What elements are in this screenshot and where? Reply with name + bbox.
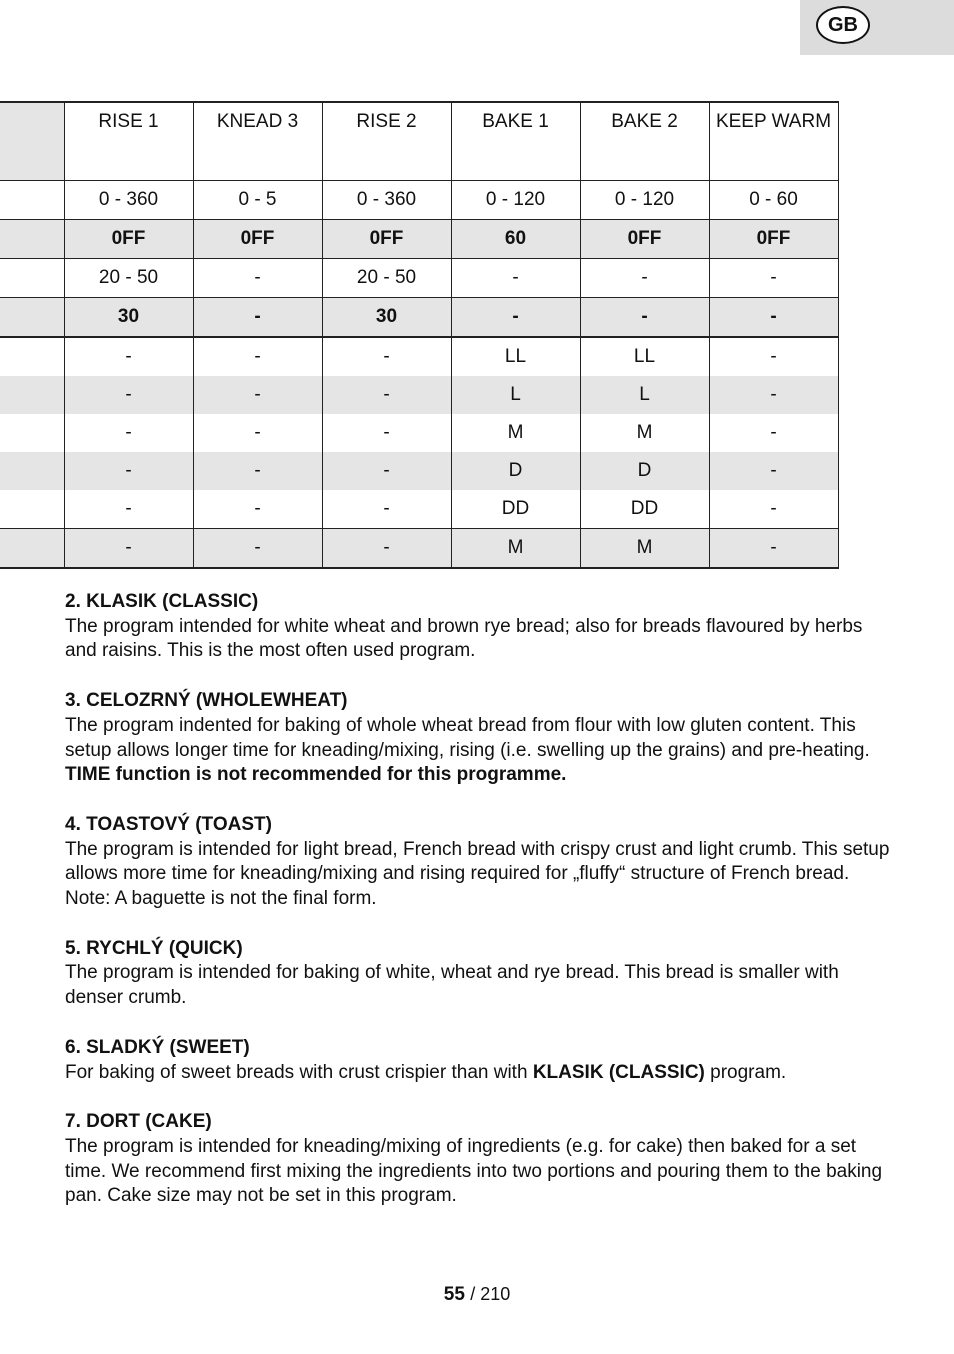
section-body-end: program. xyxy=(704,1061,787,1083)
section-body: For baking of sweet breads with crust crispier than with xyxy=(65,1061,533,1083)
section-text xyxy=(65,1061,895,1086)
table-header-row xyxy=(0,102,838,181)
table-cell: 0 - 120 xyxy=(580,181,709,220)
section-text: The program is intended for kneading/mixing of ingredients (e.g. for cake) then baked for a set time. We recommend first mixing the ingredients into two portions and pouring them to the baking pan. Cake size may not be set in this program. xyxy=(65,1135,883,1207)
section-toast xyxy=(65,813,895,912)
row-label-cell xyxy=(0,490,64,529)
table-cell: M xyxy=(580,529,709,569)
section-title: 7. DORT (CAKE) xyxy=(65,1111,212,1133)
table-row xyxy=(0,181,838,220)
table-cell: - xyxy=(193,452,322,490)
table-cell: 0FF xyxy=(580,220,709,259)
table-cell: - xyxy=(709,490,838,529)
table-cell: 0 - 5 xyxy=(193,181,322,220)
table-cell: - xyxy=(193,337,322,376)
table-cell: - xyxy=(709,337,838,376)
table-cell: - xyxy=(193,529,322,569)
table-cell: - xyxy=(709,298,838,338)
table-row xyxy=(0,337,838,376)
section-text: The program is intended for baking of white, wheat and rye bread. This bread is smaller with denser crumb. xyxy=(65,962,839,1009)
section-sweet xyxy=(65,1036,895,1085)
table-cell: - xyxy=(322,337,451,376)
table-row xyxy=(0,220,838,259)
header-keep-warm: KEEP WARM xyxy=(709,102,838,181)
section-classic xyxy=(65,590,895,664)
section-text: The program is intended for light bread, French bread with crispy crust and light crumb. This setup allows more time for kneading/mixing and rising required for „fluffy“ structure of French bread. Note: A baguette is not the final form. xyxy=(65,838,890,910)
table-cell: - xyxy=(709,259,838,298)
table-cell: LL xyxy=(451,337,580,376)
language-tab xyxy=(800,0,954,55)
row-label-cell xyxy=(0,220,64,259)
table-cell: DD xyxy=(580,490,709,529)
table-cell: - xyxy=(64,414,193,452)
section-body: The program indented for baking of whole wheat bread from flour with low gluten content. This setup allows longer time for kneading/mixing, rising (i.e. swelling up the grains) and pre-heating. xyxy=(65,714,870,761)
row-label-cell xyxy=(0,452,64,490)
table-cell: DD xyxy=(451,490,580,529)
table-cell: - xyxy=(322,376,451,414)
section-title: 5. RYCHLÝ (QUICK) xyxy=(65,937,243,959)
table-cell: - xyxy=(709,452,838,490)
table-row xyxy=(0,529,838,569)
table-cell: - xyxy=(193,376,322,414)
section-warning: TIME function is not recommended for this programme. xyxy=(65,764,567,786)
table-cell: 0FF xyxy=(193,220,322,259)
table-cell: - xyxy=(451,298,580,338)
page-total: / 210 xyxy=(470,1284,511,1304)
header-bake-2: BAKE 2 xyxy=(580,102,709,181)
table-cell: - xyxy=(709,414,838,452)
table-cell: D xyxy=(451,452,580,490)
table-cell: - xyxy=(322,490,451,529)
header-rise-2: RISE 2 xyxy=(322,102,451,181)
table-cell: D xyxy=(580,452,709,490)
header-knead-3: KNEAD 3 xyxy=(193,102,322,181)
table-cell: 0FF xyxy=(64,220,193,259)
table-cell: - xyxy=(193,490,322,529)
table-cell: - xyxy=(193,414,322,452)
section-wholewheat xyxy=(65,689,895,788)
table-cell: - xyxy=(193,259,322,298)
table-cell: M xyxy=(451,414,580,452)
table-cell: 60 xyxy=(451,220,580,259)
table-cell: 0 - 60 xyxy=(709,181,838,220)
table-row xyxy=(0,298,838,338)
table-cell: 20 - 50 xyxy=(64,259,193,298)
section-text xyxy=(65,714,895,788)
row-label-cell xyxy=(0,529,64,569)
table-cell: - xyxy=(64,490,193,529)
table-cell: - xyxy=(64,452,193,490)
table-row xyxy=(0,452,838,490)
program-descriptions xyxy=(65,590,895,1234)
section-title: 6. SLADKÝ (SWEET) xyxy=(65,1036,250,1058)
table-cell: - xyxy=(709,376,838,414)
section-emphasis: KLASIK (CLASSIC) xyxy=(532,1061,705,1083)
table-cell: - xyxy=(709,529,838,569)
page-footer xyxy=(0,1284,954,1306)
table-cell: M xyxy=(580,414,709,452)
table-cell: - xyxy=(64,529,193,569)
table-cell: - xyxy=(322,452,451,490)
section-title: 3. CELOZRNÝ (WHOLEWHEAT) xyxy=(65,690,348,712)
table-cell: - xyxy=(322,414,451,452)
table-cell: 0FF xyxy=(322,220,451,259)
table-cell: - xyxy=(64,376,193,414)
program-table xyxy=(0,101,839,569)
table-cell: L xyxy=(580,376,709,414)
section-title: 4. TOASTOVÝ (TOAST) xyxy=(65,813,272,835)
table-row xyxy=(0,259,838,298)
table-cell: - xyxy=(580,259,709,298)
table-cell: 30 xyxy=(64,298,193,338)
section-cake xyxy=(65,1110,895,1209)
table-cell: - xyxy=(580,298,709,338)
row-label-cell xyxy=(0,102,64,181)
table-cell: - xyxy=(322,529,451,569)
table-cell: - xyxy=(451,259,580,298)
page-number: 55 xyxy=(443,1284,465,1305)
table-cell: - xyxy=(193,298,322,338)
row-label-cell xyxy=(0,298,64,338)
table-cell: 20 - 50 xyxy=(322,259,451,298)
table-row xyxy=(0,376,838,414)
row-label-cell xyxy=(0,337,64,376)
table-row xyxy=(0,414,838,452)
table-cell: L xyxy=(451,376,580,414)
table-cell: - xyxy=(64,337,193,376)
table-cell: M xyxy=(451,529,580,569)
row-label-cell xyxy=(0,181,64,220)
header-rise-1: RISE 1 xyxy=(64,102,193,181)
table-cell: 0FF xyxy=(709,220,838,259)
table-cell: 30 xyxy=(322,298,451,338)
header-bake-1: BAKE 1 xyxy=(451,102,580,181)
section-title: 2. KLASIK (CLASSIC) xyxy=(65,591,259,612)
row-label-cell xyxy=(0,414,64,452)
row-label-cell xyxy=(0,376,64,414)
section-text: The program intended for white wheat and brown rye bread; also for breads flavoured by herbs and raisins. This is the most often used program. xyxy=(65,615,863,662)
table-cell: 0 - 120 xyxy=(451,181,580,220)
section-quick xyxy=(65,937,895,1011)
language-badge: GB xyxy=(816,6,870,44)
table-cell: 0 - 360 xyxy=(64,181,193,220)
table-cell: 0 - 360 xyxy=(322,181,451,220)
table-cell: LL xyxy=(580,337,709,376)
table-row xyxy=(0,490,838,529)
row-label-cell xyxy=(0,259,64,298)
